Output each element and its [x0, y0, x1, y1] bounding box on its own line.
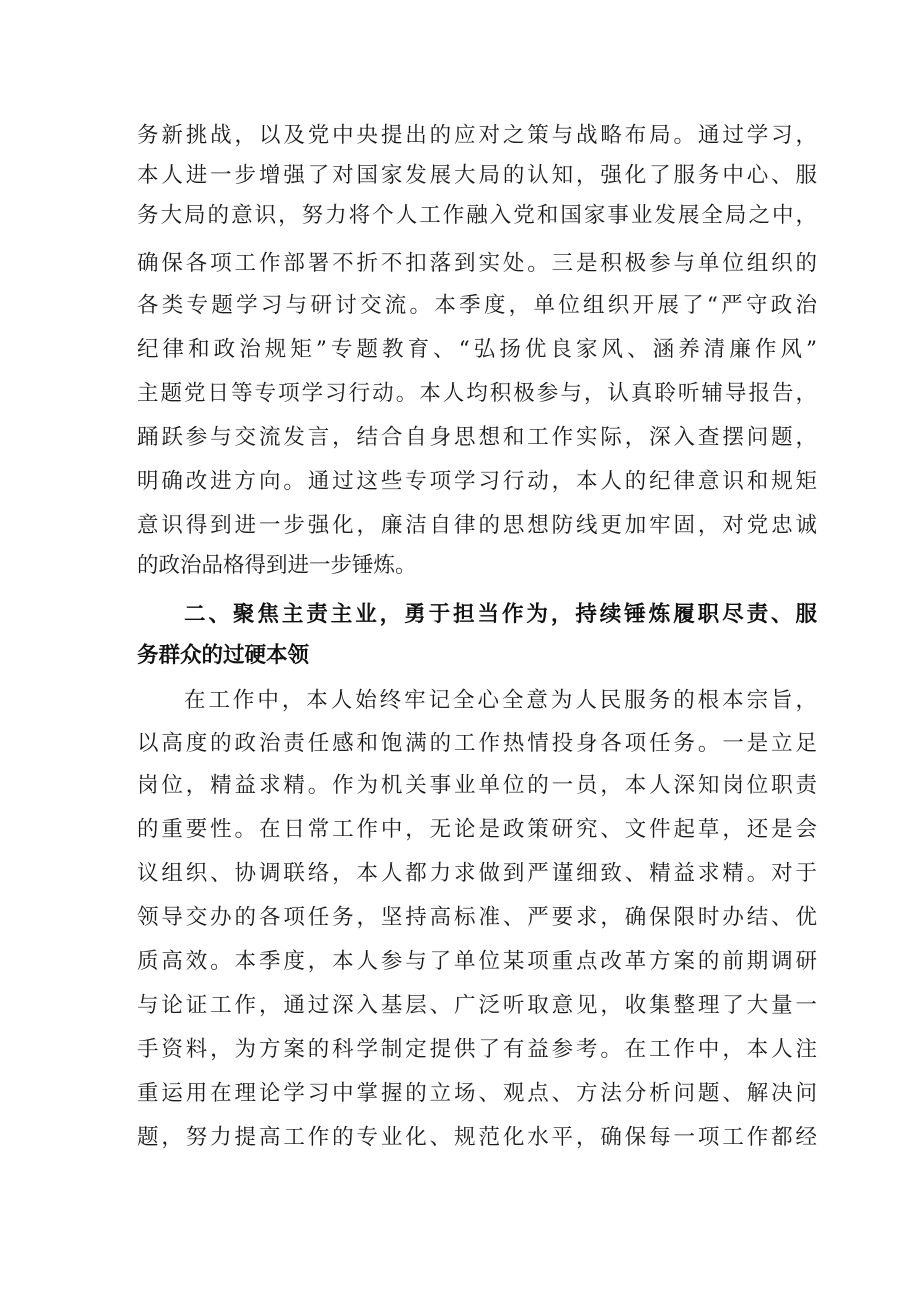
paragraph-line: 重运用在理论学习中掌握的立场、观点、方法分析问题、解决问	[137, 1081, 817, 1106]
paragraph-line: 与论证工作，通过深入基层、广泛听取意见，收集整理了大量一	[137, 993, 817, 1018]
paragraph-line: 的重要性。在日常工作中，无论是政策研究、文件起草，还是会	[137, 817, 817, 842]
paragraph-line: 手资料，为方案的科学制定提供了有益参考。在工作中，本人注	[137, 1037, 817, 1062]
paragraph-line: 踊跃参与交流发言，结合自身思想和工作实际，深入查摆问题，	[137, 425, 817, 450]
paragraph-line: 的政治品格得到进一步锤炼。	[137, 553, 417, 578]
section-heading: 二、聚焦主责主业，勇于担当作为，持续锤炼履职尽责、服	[184, 602, 817, 627]
paragraph-line: 务大局的意识，努力将个人工作融入党和国家事业发展全局之中，	[137, 203, 817, 228]
paragraph-line: 质高效。本季度，本人参与了单位某项重点改革方案的前期调研	[137, 949, 817, 974]
paragraph-line: 主题党日等专项学习行动。本人均积极参与，认真聆听辅导报告，	[137, 381, 817, 406]
paragraph-line: 议组织、协调联络，本人都力求做到严谨细致、精益求精。对于	[137, 861, 817, 886]
paragraph-line: 在工作中，本人始终牢记全心全意为人民服务的根本宗旨，	[184, 688, 817, 713]
paragraph-line: 各类专题学习与研讨交流。本季度，单位组织开展了“严守政治	[137, 293, 817, 318]
paragraph-line: 以高度的政治责任感和饱满的工作热情投身各项任务。一是立足	[137, 731, 817, 756]
paragraph-line: 意识得到进一步强化，廉洁自律的思想防线更加牢固，对党忠诚	[137, 513, 817, 538]
paragraph-line: 本人进一步增强了对国家发展大局的认知，强化了服务中心、服	[137, 163, 817, 188]
section-heading: 务群众的过硬本领	[137, 643, 310, 668]
paragraph-line: 领导交办的各项任务，坚持高标准、严要求，确保限时办结、优	[137, 905, 817, 930]
paragraph-line: 题，努力提高工作的专业化、规范化水平，确保每一项工作都经	[137, 1125, 817, 1150]
paragraph-line: 确保各项工作部署不折不扣落到实处。三是积极参与单位组织的	[137, 251, 817, 276]
paragraph-line: 纪律和政治规矩”专题教育、“弘扬优良家风、涵养清廉作风”	[137, 337, 817, 362]
paragraph-line: 明确改进方向。通过这些专项学习行动，本人的纪律意识和规矩	[137, 469, 817, 494]
paragraph-line: 务新挑战，以及党中央提出的应对之策与战略布局。通过学习，	[137, 123, 817, 148]
paragraph-line: 岗位，精益求精。作为机关事业单位的一员，本人深知岗位职责	[137, 773, 817, 798]
